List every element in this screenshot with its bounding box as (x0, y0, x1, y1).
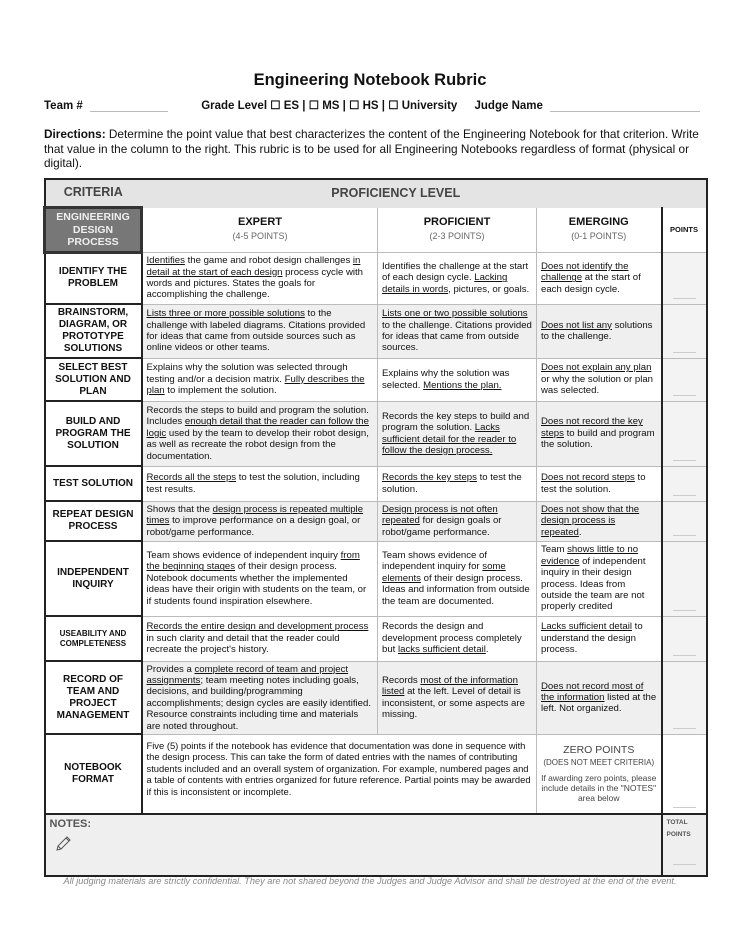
points-line (673, 728, 696, 729)
rubric-row (45, 501, 707, 541)
underlined-text: Identifies (146, 255, 185, 267)
points-input[interactable] (662, 734, 707, 814)
page-title: Engineering Notebook Rubric (253, 71, 487, 89)
underlined-text: Records the entire design and development process (146, 621, 369, 633)
zero-points-cell (537, 734, 662, 814)
underlined-text: from the beginning stages (146, 549, 360, 573)
text: to test the solution, including test results. (146, 472, 360, 495)
underlined-text: Lists three or more possible solutions (146, 308, 305, 320)
rubric-row (45, 466, 707, 501)
notes-row (45, 814, 707, 876)
text: . (485, 644, 489, 656)
points-line (673, 864, 696, 865)
points-line (673, 655, 696, 656)
points-input[interactable] (662, 304, 707, 358)
criterion-label: BUILD AND PROGRAM THE SOLUTION (45, 401, 142, 466)
checkbox-icon[interactable]: ☐ (349, 100, 360, 112)
rubric-row (45, 616, 707, 661)
text: to the challenge with labeled diagrams. Citations provided for ideas that came from outside sources such as online videos or other teams. (146, 308, 366, 354)
criterion-label: USEABILITY AND COMPLETENESS (45, 616, 142, 661)
rubric-row (45, 252, 707, 304)
text: Records the design and development process completely but (382, 621, 522, 656)
notes-label: NOTES: (49, 818, 92, 831)
text: to implement the solution. (164, 385, 277, 397)
proficiency-header: PROFICIENCY LEVEL (142, 179, 707, 208)
criterion-label: BRAINSTORM, DIAGRAM, OR PROTOTYPE SOLUTIONS (45, 304, 142, 358)
points-line (673, 395, 696, 396)
underlined-text: most of the information listed (382, 674, 518, 698)
underlined-text: Does not explain any plan (541, 362, 652, 374)
proficient-cell (378, 661, 537, 734)
criterion-label: RECORD OF TEAM AND PROJECT MANAGEMENT (45, 661, 142, 734)
underlined-text: Does not record steps (541, 472, 635, 484)
zero-points-note: If awarding zero points, please include details in the "NOTES" area below (541, 773, 657, 804)
directions-text: Determine the point value that best characterizes the content of the Engineering Notebook for that criterion. Write that value in the column to the right. This rubric is to be used for all Engineering Notebooks regardless of format (physical or digital). (44, 127, 699, 170)
text: Team (541, 544, 568, 556)
level-expert: EXPERT (4-5 POINTS) (142, 208, 378, 253)
proficient-cell (378, 358, 537, 401)
proficient-cell (378, 252, 537, 304)
emerging-cell (537, 661, 662, 734)
points-input[interactable] (662, 401, 707, 466)
checkbox-icon[interactable]: ☐ (308, 100, 320, 112)
checkbox-icon[interactable]: ☐ (388, 100, 399, 112)
text: Records the key steps to build and program the solution. (382, 410, 530, 434)
underlined-text: lacks sufficient detail (398, 644, 486, 656)
proficient-cell (378, 401, 537, 466)
grade-label: Grade Level (201, 100, 268, 112)
rubric-row (45, 304, 707, 358)
text: of independent inquiry in their design process. Ideas from outside the team are not properly credited (541, 555, 646, 613)
text: used by the team to develop their robot design, as well as recreate the robot design from the documentation. (146, 427, 369, 462)
text: the game and robot design challenges (184, 255, 353, 267)
checkbox-icon[interactable]: ☐ (270, 100, 281, 112)
text: ; team meeting notes including goals, decisions, and building/programming accomplishments; design cycles are easily identified. Resource constraints including time and materials are noted throughout. (146, 674, 371, 732)
underlined-text: Records the key steps (382, 472, 477, 484)
directions-label: Directions: (44, 127, 106, 141)
pencil-icon (54, 835, 72, 853)
points-line (673, 460, 696, 461)
grade-option[interactable]: ☐ ES (270, 100, 300, 112)
directions (44, 127, 709, 171)
proficient-cell (378, 304, 537, 358)
text: of their design process. Notebook documents whether the implemented ideas have their origin with students on the team, or if students found inspiration elsewhere. (146, 561, 367, 607)
underlined-text: enough detail that the reader can follow the logic (146, 416, 369, 439)
underlined-text: shows little to no evidence (541, 544, 639, 567)
level-proficient: PROFICIENT (2-3 POINTS) (378, 208, 537, 253)
emerging-cell (537, 541, 662, 616)
points-line (673, 352, 696, 353)
underlined-text: Lacks sufficient detail (541, 621, 633, 633)
underlined-text: complete record of team and project assignments (146, 663, 349, 686)
points-input[interactable] (662, 661, 707, 734)
emerging-cell (537, 466, 662, 501)
zero-points-title: ZERO POINTS (563, 744, 635, 757)
text: of their design process. Ideas and information from outside the team are documented. (382, 572, 530, 607)
text: listed at the left. Not organized. (541, 692, 657, 715)
expert-cell (142, 304, 378, 358)
text: Records (382, 674, 421, 686)
text: Team shows evidence of independent inquiry for (382, 549, 488, 573)
underlined-text: design process is repeated multiple times (146, 503, 364, 527)
section-label: ENGINEERING DESIGN PROCESS (45, 208, 142, 253)
underlined-text: Records all the steps (146, 472, 237, 484)
proficient-cell (378, 501, 537, 541)
criterion-label: NOTEBOOK FORMAT (45, 734, 142, 814)
text: to improve performance on a design goal, or robot/game performance. (146, 515, 361, 538)
text: in such clarity and detail that the reader could recreate the project's history. (146, 632, 340, 656)
underlined-text: Lacks sufficient detail for the reader to follow the design process. (382, 422, 517, 456)
points-line (673, 610, 696, 611)
expert-cell (142, 541, 378, 616)
underlined-text: Does not list any (541, 319, 612, 331)
emerging-cell (537, 252, 662, 304)
text: at the start of each design cycle. (541, 272, 641, 295)
proficient-cell (378, 541, 537, 616)
zero-points-subtitle: (DOES NOT MEET CRITERIA) (543, 757, 655, 767)
underlined-text: in detail at the start of each design (146, 255, 361, 278)
points-input[interactable] (662, 466, 707, 501)
criterion-label: IDENTIFY THE PROBLEM (45, 252, 142, 304)
text: Shows that the (146, 503, 213, 515)
rubric-table (43, 178, 708, 877)
expert-cell (142, 661, 378, 734)
rubric-row (45, 661, 707, 734)
judge-name-field[interactable] (550, 99, 700, 112)
team-number-field[interactable] (90, 99, 168, 112)
expert-cell (142, 501, 378, 541)
points-input[interactable] (662, 252, 707, 304)
text: to the challenge. Citations provided for ideas that came from outside sources. (382, 319, 532, 354)
grade-option[interactable]: | ☐ HS (339, 100, 379, 112)
expert-cell (142, 401, 378, 466)
rubric-row (45, 541, 707, 616)
underlined-text: some elements (382, 561, 506, 584)
text: to build and program the solution. (541, 427, 655, 451)
underlined-text: Lacking details in words (382, 272, 508, 295)
text: Records the steps to build and program the solution. Includes (146, 404, 369, 428)
text: . (578, 526, 582, 538)
rubric-row (45, 401, 707, 466)
emerging-cell (537, 501, 662, 541)
points-line (673, 298, 696, 299)
expert-cell (142, 358, 378, 401)
emerging-cell (537, 616, 662, 661)
grade-option[interactable]: | ☐ MS (299, 100, 340, 112)
underlined-text: Mentions the plan. (423, 379, 502, 391)
text: to understand the design process. (541, 621, 643, 656)
notes-area[interactable] (45, 814, 662, 876)
text: at the left. Level of detail is inconsistent, or some aspects are missing. (382, 686, 525, 721)
notebook-format-description: Five (5) points if the notebook has evidence that documentation was done in sequence with the design process. This can take the form of dated entries with the names of contributing students included and an overall system of organization. For example, numbered pages and a table of contents with entries organized for future reference. Partial points may be awarded if this is inconsistent or incomplete. (142, 734, 537, 814)
grade-options (270, 100, 457, 112)
level-emerging: EMERGING (0-1 POINTS) (537, 208, 662, 253)
criterion-label: INDEPENDENT INQUIRY (45, 541, 142, 616)
underlined-text: Does not record the key steps (541, 416, 643, 439)
expert-cell (142, 466, 378, 501)
expert-cell (142, 252, 378, 304)
text: Explains why the solution was selected. (382, 368, 510, 391)
text: process cycle with words and pictures. States the goals for accomplishing the challenge. (146, 266, 364, 301)
judge-label: Judge Name (474, 100, 543, 112)
rubric-row-notebook-format (45, 734, 707, 814)
proficient-cell (378, 466, 537, 501)
text: solutions to the challenge. (541, 319, 653, 342)
criterion-label: TEST SOLUTION (45, 466, 142, 501)
grade-option[interactable]: | ☐ University (378, 100, 458, 112)
text: , pictures, or goals. (448, 283, 530, 295)
proficient-cell (378, 616, 537, 661)
points-input[interactable] (662, 501, 707, 541)
emerging-cell (537, 304, 662, 358)
text: Team shows evidence of independent inquiry (146, 549, 341, 561)
points-input[interactable] (662, 358, 707, 401)
points-input[interactable] (662, 616, 707, 661)
team-label: Team # (44, 100, 83, 112)
points-header: POINTS (662, 208, 707, 253)
total-points-input[interactable] (662, 814, 707, 876)
points-line (673, 535, 696, 536)
text: to test the solution. (541, 472, 646, 495)
text: Explains why the solution was selected through testing and/or a decision matrix. (146, 362, 348, 385)
underlined-text: Does not record most of the information (541, 680, 644, 704)
text: Provides a (146, 663, 195, 675)
text: Identifies the challenge at the start of each design cycle. (382, 260, 529, 284)
points-line (673, 495, 696, 496)
text: to test the solution. (382, 472, 522, 495)
text: or why the solution or plan was selected. (541, 373, 653, 397)
total-points-label: TOTAL POINTS (666, 819, 691, 838)
expert-cell (142, 616, 378, 661)
confidentiality-footer: All judging materials are strictly confidential. They are not shared beyond the Judges and Judge Advisor and shall be destroyed at the end of the event. (63, 876, 677, 886)
points-input[interactable] (662, 541, 707, 616)
underlined-text: Lists one or two possible solutions (382, 308, 528, 320)
emerging-cell (537, 401, 662, 466)
text: for design goals or robot/game performance. (382, 515, 502, 538)
rubric-row (45, 358, 707, 401)
underlined-text: Does not show that the design process is repeated (541, 503, 640, 538)
criteria-header: CRITERIA (45, 179, 142, 208)
criterion-label: SELECT BEST SOLUTION AND PLAN (45, 358, 142, 401)
emerging-cell (537, 358, 662, 401)
points-line (673, 807, 696, 808)
underlined-text: Fully describes the plan (146, 373, 365, 397)
criterion-label: REPEAT DESIGN PROCESS (45, 501, 142, 541)
underlined-text: Does not identify the challenge (541, 260, 629, 284)
underlined-text: Design process is not often repeated (382, 503, 498, 527)
form-header (44, 98, 704, 112)
